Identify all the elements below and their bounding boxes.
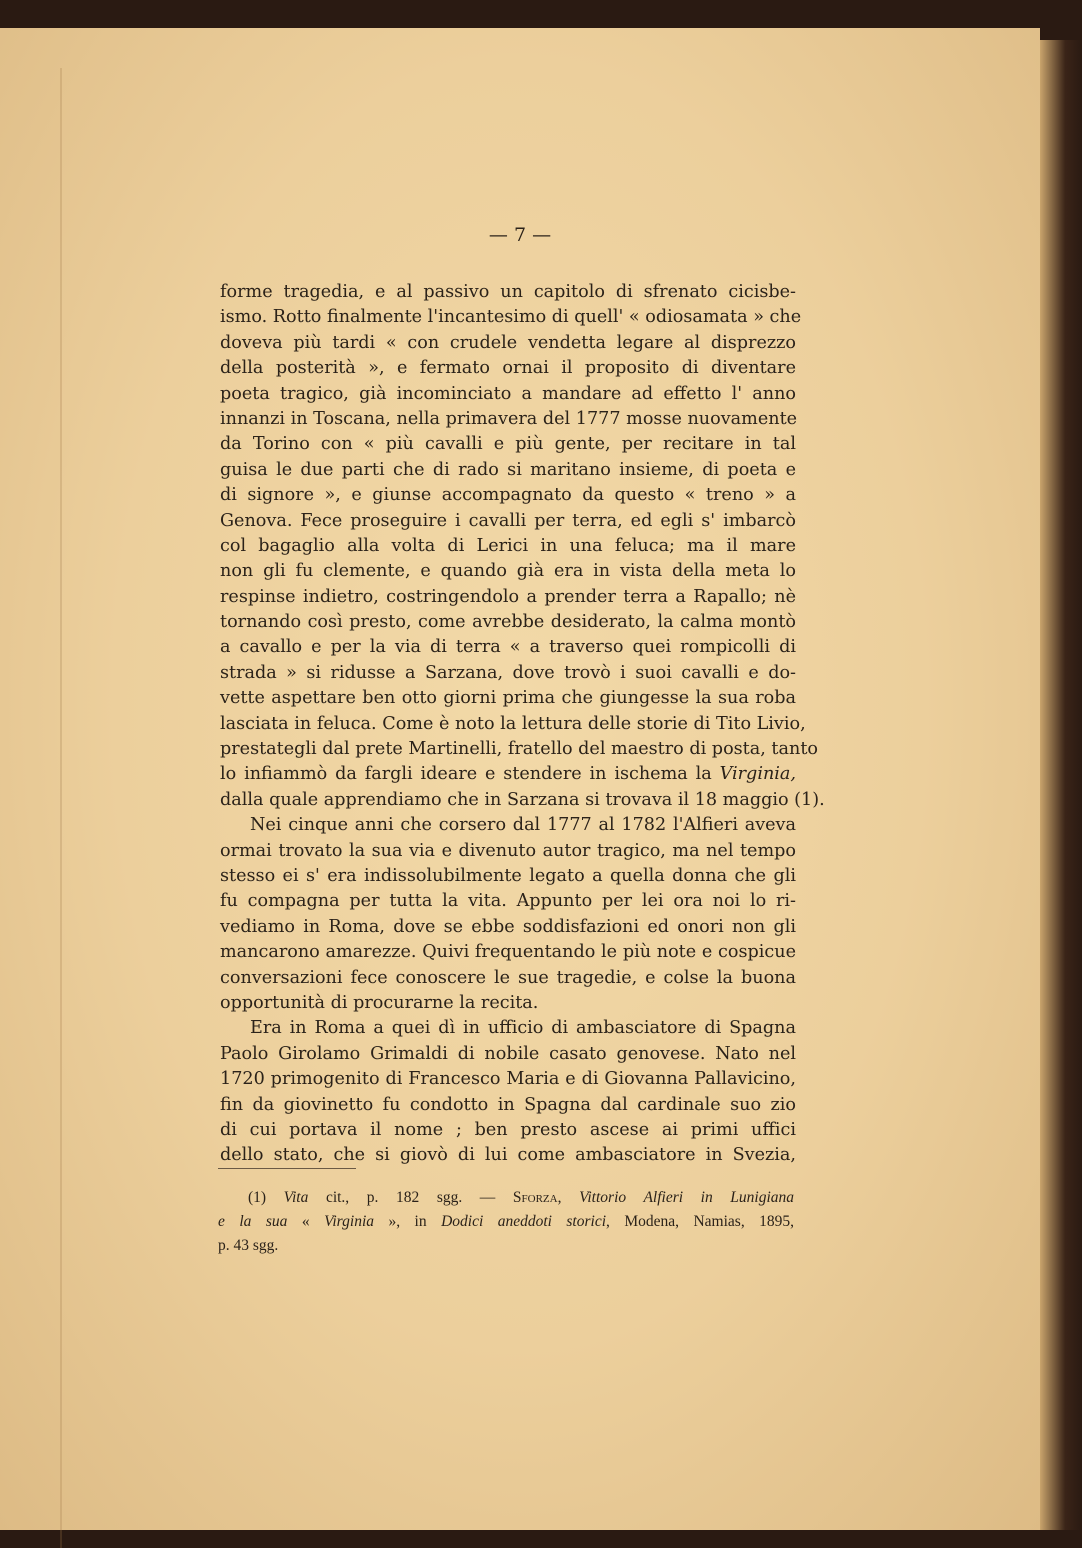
text-run: «	[287, 1213, 325, 1230]
paragraph-line	[220, 585, 796, 610]
text-run: fu compagna per tutta la vita. Appunto per lei ora noi lo ri-	[220, 891, 796, 912]
text-run: ismo. Rotto finalmente l'incantesimo di quell' « odiosamata » che	[220, 307, 802, 328]
paragraph-line	[220, 1143, 796, 1168]
paragraph-line	[220, 712, 806, 737]
paragraph-line	[220, 280, 796, 305]
paragraph-line	[220, 661, 796, 686]
text-run: Genova. Fece proseguire i cavalli per terra, ed egli s' imbarcò	[220, 510, 796, 531]
text-run: Sforza	[512, 1189, 558, 1206]
text-run: lo infiammò da fargli ideare e stendere in ischema la	[220, 764, 720, 785]
paragraph-line	[220, 331, 796, 356]
text-run: 1720 primogenito di Francesco Maria e di Giovanna Pallavicino,	[220, 1069, 796, 1090]
paragraph-line	[220, 559, 796, 584]
text-run: mancarono amarezze. Quivi frequentando le più note e cospicue	[220, 942, 796, 963]
text-run: Nei cinque anni che corsero dal 1777 al 1782 l'Alfieri aveva	[250, 815, 796, 836]
text-run: di cui portava il nome ; ben presto ascese ai primi uffici	[220, 1119, 796, 1140]
footnote-line	[218, 1234, 794, 1258]
text-run: , Modena, Namias, 1895,	[606, 1213, 795, 1230]
text-run: doveva più tardi « con crudele vendetta legare al disprezzo	[220, 332, 796, 353]
text-run: Era in Roma a quei dì in ufficio di ambasciatore di Spagna	[250, 1018, 796, 1039]
text-run: Paolo Girolamo Grimaldi di nobile casato genovese. Nato nel	[220, 1043, 796, 1064]
paragraph-line	[220, 737, 818, 762]
footnote	[218, 1186, 794, 1258]
paragraph-line	[220, 686, 796, 711]
text-run: Dodici aneddoti storici	[441, 1213, 607, 1230]
text-run: opportunità di procurarne la recita.	[220, 992, 539, 1013]
paragraph-line	[220, 407, 796, 432]
page-fold	[60, 68, 62, 1548]
footnote-line	[218, 1186, 794, 1210]
text-run: ,	[557, 1189, 580, 1206]
paragraph-line	[220, 889, 796, 914]
paragraph-line	[220, 940, 796, 965]
text-run: a cavallo e per la via di terra « a traverso quei rompicolli di	[220, 637, 796, 658]
footnote-divider	[218, 1168, 356, 1169]
text-run: cit., p. 182 sgg. —	[308, 1189, 513, 1206]
paragraph-line	[220, 305, 802, 330]
paragraph-line	[220, 458, 796, 483]
text-run: guisa le due parti che di rado si maritano insieme, di poeta e	[220, 459, 796, 480]
text-run: forme tragedia, e al passivo un capitolo di sfrenato cicisbe-	[220, 282, 796, 302]
footnote-line	[218, 1210, 794, 1234]
body-text	[220, 280, 825, 1169]
paragraph-line	[220, 1016, 796, 1041]
text-run: lasciata in feluca. Come è noto la lettura delle storie di Tito Livio,	[220, 713, 806, 734]
text-run: (1)	[248, 1189, 284, 1206]
text-run: innanzi in Toscana, nella primavera del 1777 mosse nuovamente	[220, 408, 798, 429]
page-edge-shadow	[1040, 40, 1082, 1530]
scan-background	[0, 0, 1082, 30]
paragraph-line	[220, 966, 796, 991]
text-run: Vita	[283, 1189, 309, 1206]
paragraph-line	[220, 864, 796, 889]
text-run: strada » si ridusse a Sarzana, dove trovò i suoi cavalli e do-	[220, 662, 796, 683]
paragraph-line	[220, 635, 796, 660]
text-run: Virginia	[324, 1213, 375, 1230]
paragraph-line	[220, 813, 796, 838]
paragraph-line	[220, 839, 796, 864]
paragraph-line	[220, 1042, 796, 1067]
text-run: tornando così presto, come avrebbe desiderato, la calma montò	[220, 612, 796, 633]
text-run: Vittorio Alfieri in Lunigiana	[579, 1189, 795, 1206]
text-run: prestategli dal prete Martinelli, fratello del maestro di posta, tanto	[220, 739, 818, 760]
text-run: col bagaglio alla volta di Lerici in una feluca; ma il mare	[220, 535, 796, 556]
paragraph-line	[220, 432, 796, 457]
page-number: — 7 —	[488, 224, 552, 246]
text-run: poeta tragico, già incominciato a mandare ad effetto l' anno	[220, 383, 796, 404]
paragraph-line	[220, 534, 796, 559]
text-run: p. 43 sgg.	[218, 1237, 279, 1254]
paragraph-line	[220, 610, 796, 635]
text-run: dello stato, che si giovò di lui come ambasciatore in Svezia,	[220, 1145, 796, 1166]
paragraph-line	[220, 1118, 796, 1143]
book-page	[0, 28, 1040, 1530]
text-run: respinse indietro, costringendolo a prender terra a Rapallo; nè	[220, 586, 796, 607]
text-run: della posterità », e fermato ornai il proposito di diventare	[220, 358, 796, 379]
text-run: vette aspettare ben otto giorni prima che giungesse la sua roba	[220, 688, 796, 709]
paragraph-line	[220, 382, 796, 407]
paragraph-line	[220, 762, 796, 787]
text-run: », in	[374, 1213, 442, 1230]
text-run: di signore », e giunse accompagnato da questo « treno » a	[220, 485, 796, 506]
paragraph-line	[220, 1067, 796, 1092]
paragraph-line	[220, 509, 796, 534]
text-run: conversazioni fece conoscere le sue tragedie, e colse la buona	[220, 967, 796, 988]
paragraph-line	[220, 1093, 796, 1118]
text-run: non gli fu clemente, e quando già era in vista della meta lo	[220, 561, 796, 582]
text-run: dalla quale apprendiamo che in Sarzana si trovava il 18 maggio (1).	[220, 789, 825, 810]
text-run: stesso ei s' era indissolubilmente legato a quella donna che gli	[220, 865, 796, 886]
text-run: ormai trovato la sua via e divenuto autor tragico, ma nel tempo	[220, 840, 796, 861]
text-run: vediamo in Roma, dove se ebbe soddisfazioni ed onori non gli	[220, 916, 796, 937]
text-run: Virginia,	[719, 764, 796, 785]
paragraph-line	[220, 915, 796, 940]
text-run: fin da giovinetto fu condotto in Spagna dal cardinale suo zio	[220, 1094, 796, 1115]
text-run: da Torino con « più cavalli e più gente, per recitare in tal	[220, 434, 796, 455]
paragraph-line	[220, 356, 796, 381]
text-run: e la sua	[218, 1213, 288, 1230]
paragraph-line	[220, 788, 825, 813]
paragraph-line	[220, 991, 796, 1016]
paragraph-line	[220, 483, 796, 508]
